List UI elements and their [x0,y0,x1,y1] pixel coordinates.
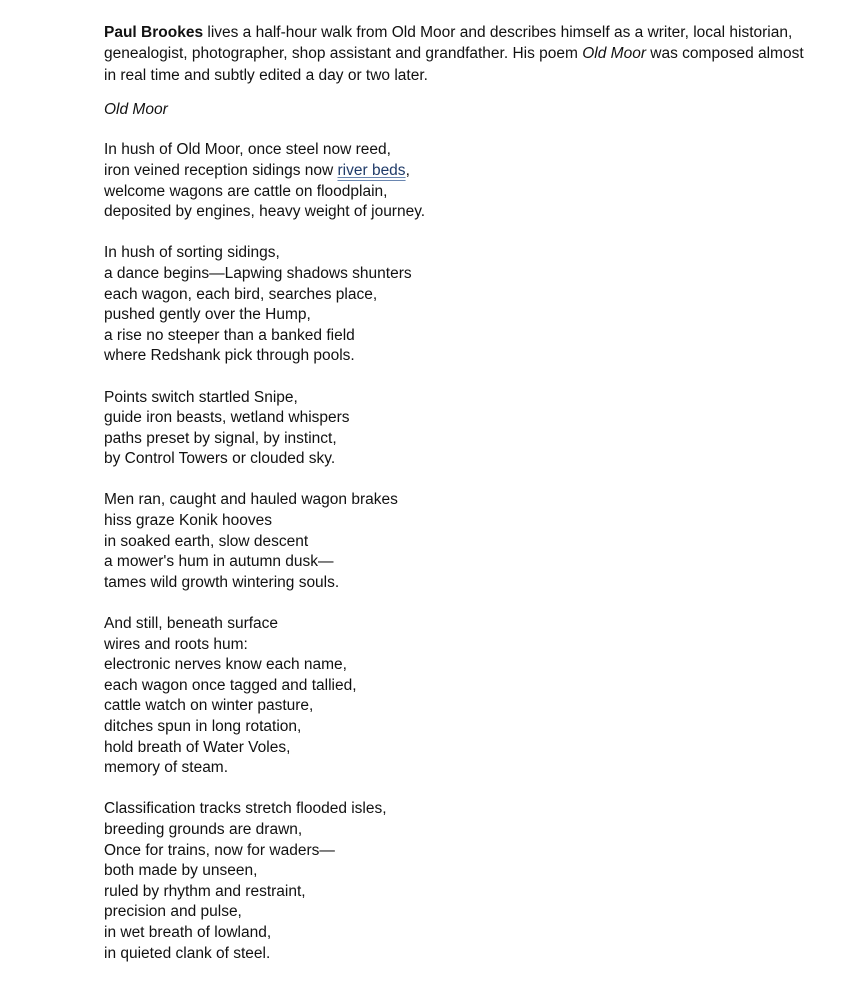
poem-line: tames wild growth wintering souls. [104,573,340,591]
poem-line: in quieted clank of steel. [104,944,271,962]
poem-line: cattle watch on winter pasture, [104,697,314,715]
poem-line: hold breath of Water Voles, [104,738,291,756]
intro-text-1: lives a half-hour walk from Old Moor and describes himself as a writer, local historian, genealogist, photographer, shop assistant and grandfather. His poem [104,24,793,63]
poem-line: a mower's hum in autumn dusk— [104,553,334,571]
poem-line: Classification tracks stretch flooded isles, [104,800,387,818]
poem-line: guide iron beasts, wetland whispers [104,409,350,427]
poem-line: hiss graze Konik hooves [104,512,273,530]
poem-line: in soaked earth, slow descent [104,532,309,550]
author-name: Paul Brookes [104,24,204,41]
poem-line: each wagon, each bird, searches place, [104,285,378,303]
poem-line: In hush of sorting sidings, [104,244,280,262]
poem-line: in wet breath of lowland, [104,923,272,941]
stanza-1 [104,140,804,222]
poem-line: precision and pulse, [104,903,242,921]
river-beds-link[interactable]: river beds [337,161,406,179]
poem-line: In hush of Old Moor, once steel now reed, [104,141,391,159]
stanza-5 [104,614,804,779]
poem-line: And still, beneath surface [104,615,279,633]
stanza-2 [104,243,804,367]
poem-line: Men ran, caught and hauled wagon brakes [104,491,398,509]
poem-line: deposited by engines, heavy weight of journey. [104,203,426,221]
poem-line: a rise no steeper than a banked field [104,326,355,344]
poem-line: ruled by rhythm and restraint, [104,882,306,900]
intro-text-2: was composed almost in real time and subtly edited a day or two later. [104,45,804,84]
poem-line [104,161,804,182]
poem-line-text: iron veined reception sidings now [104,161,338,179]
poem-line: by Control Towers or clouded sky. [104,450,336,468]
poem-line: welcome wagons are cattle on floodplain, [104,182,388,200]
poem-line: wires and roots hum: [104,635,248,653]
poem-line: each wagon once tagged and tallied, [104,676,357,694]
intro-paragraph [104,22,804,86]
poem-line: where Redshank pick through pools. [104,347,355,365]
poem-line: Once for trains, now for waders— [104,841,335,859]
poem-line: ditches spun in long rotation, [104,718,302,736]
stanza-6 [104,799,804,964]
poem-title: Old Moor [104,100,168,118]
poem-line: a dance begins—Lapwing shadows shunters [104,264,412,282]
document-body [104,22,804,985]
stanza-3 [104,388,804,470]
poem-line: memory of steam. [104,759,229,777]
poem-line: breeding grounds are drawn, [104,820,303,838]
poem-line: electronic nerves know each name, [104,656,347,674]
poem-line: pushed gently over the Hump, [104,306,311,324]
poem-reference: Old Moor [582,45,646,63]
poem-line: Points switch startled Snipe, [104,388,298,406]
stanza-4 [104,490,804,593]
poem-line-punctuation: , [405,161,410,179]
poem-line: both made by unseen, [104,862,258,880]
poem-line: paths preset by signal, by instinct, [104,429,337,447]
